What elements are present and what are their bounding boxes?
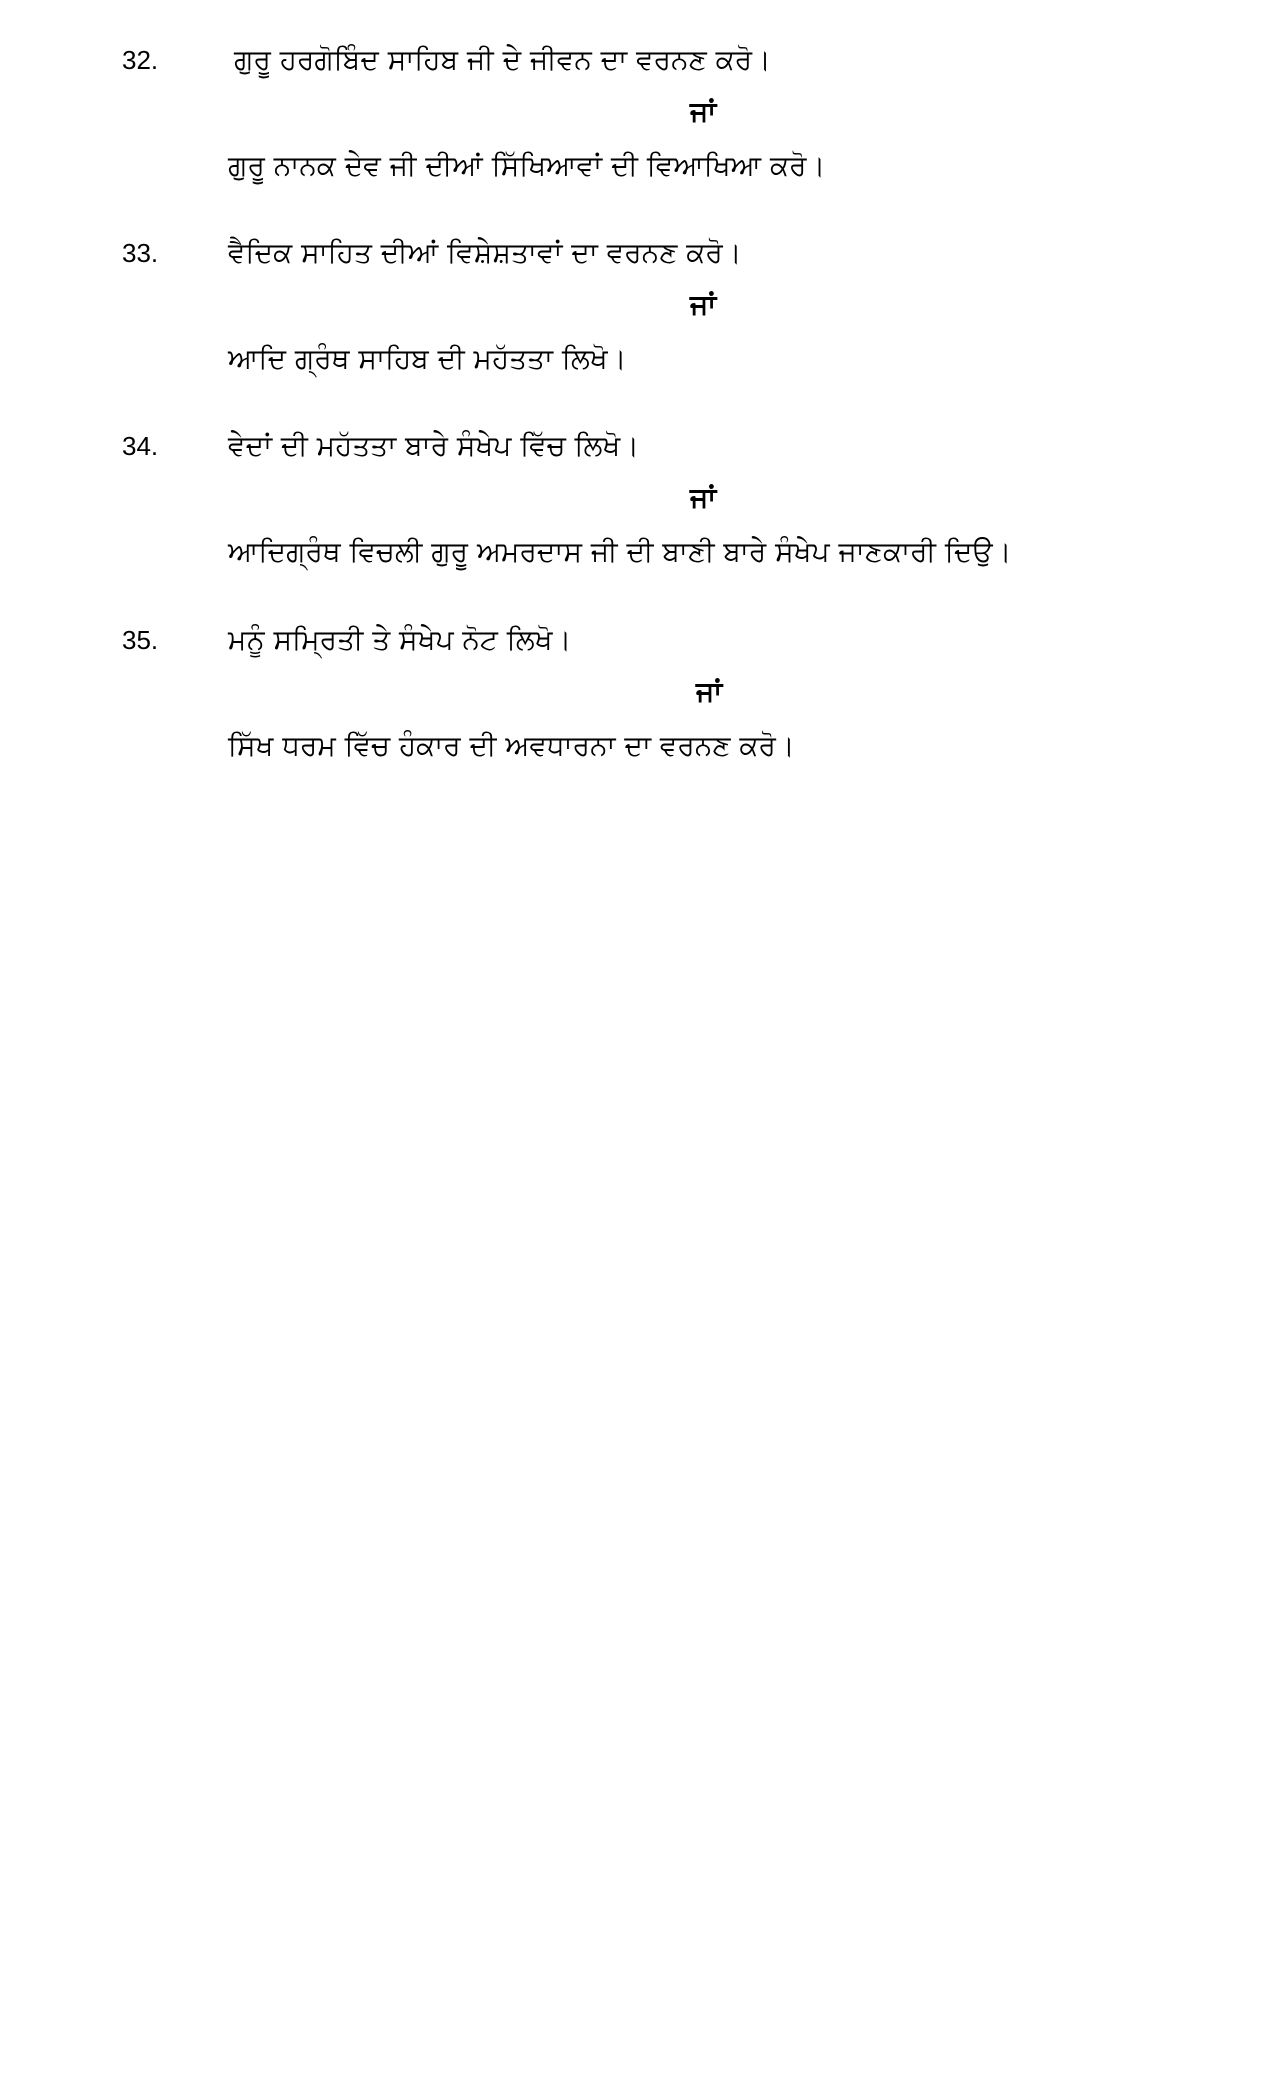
question-text: ਵੇਦਾਂ ਦੀ ਮਹੱਤਤਾ ਬਾਰੇ ਸੰਖੇਪ ਵਿੱਚ ਲਿਖੋ। — [228, 429, 640, 462]
or-separator: ਜਾਂ — [690, 95, 717, 128]
alternative-question-text: ਸਿੱਖ ਧਰਮ ਵਿੱਚ ਹੰਕਾਰ ਦੀ ਅਵਧਾਰਨਾ ਦਾ ਵਰਨਣ ਕਰੋ। — [228, 729, 795, 762]
question-number: 35. — [122, 625, 159, 655]
or-separator: ਜਾਂ — [690, 481, 717, 514]
alternative-question-text: ਆਦਿਗ੍ਰੰਥ ਵਿਚਲੀ ਗੁਰੂ ਅਮਰਦਾਸ ਜੀ ਦੀ ਬਾਣੀ ਬਾਰੇ ਸੰਖੇਪ ਜਾਣਕਾਰੀ ਦਿਉ। — [228, 535, 1012, 568]
question-text: ਮਨੂੰ ਸਮ੍ਰਿਤੀ ਤੇ ਸੰਖੇਪ ਨੋਟ ਲਿਖੋ। — [228, 623, 572, 656]
question-number: 34. — [122, 431, 159, 461]
question-number: 32. — [122, 45, 159, 75]
question-number: 33. — [122, 238, 159, 268]
question-text: ਗੁਰੂ ਹਰਗੋਬਿੰਦ ਸਾਹਿਬ ਜੀ ਦੇ ਜੀਵਨ ਦਾ ਵਰਨਣ ਕਰੋ। — [234, 43, 771, 76]
alternative-question-text: ਗੁਰੂ ਨਾਨਕ ਦੇਵ ਜੀ ਦੀਆਂ ਸਿੱਖਿਆਵਾਂ ਦੀ ਵਿਆਖਿਆ ਕਰੋ। — [228, 149, 826, 182]
question-text: ਵੈਦਿਕ ਸਾਹਿਤ ਦੀਆਂ ਵਿਸ਼ੇਸ਼ਤਾਵਾਂ ਦਾ ਵਰਨਣ ਕਰੋ। — [228, 236, 742, 269]
question-35 — [0, 620, 1275, 790]
or-separator: ਜਾਂ — [696, 675, 723, 708]
question-33 — [0, 233, 1275, 403]
question-32 — [0, 40, 1275, 210]
question-34 — [0, 426, 1275, 596]
alternative-question-text: ਆਦਿ ਗ੍ਰੰਥ ਸਾਹਿਬ ਦੀ ਮਹੱਤਤਾ ਲਿਖੋ। — [228, 342, 627, 375]
or-separator: ਜਾਂ — [690, 288, 717, 321]
